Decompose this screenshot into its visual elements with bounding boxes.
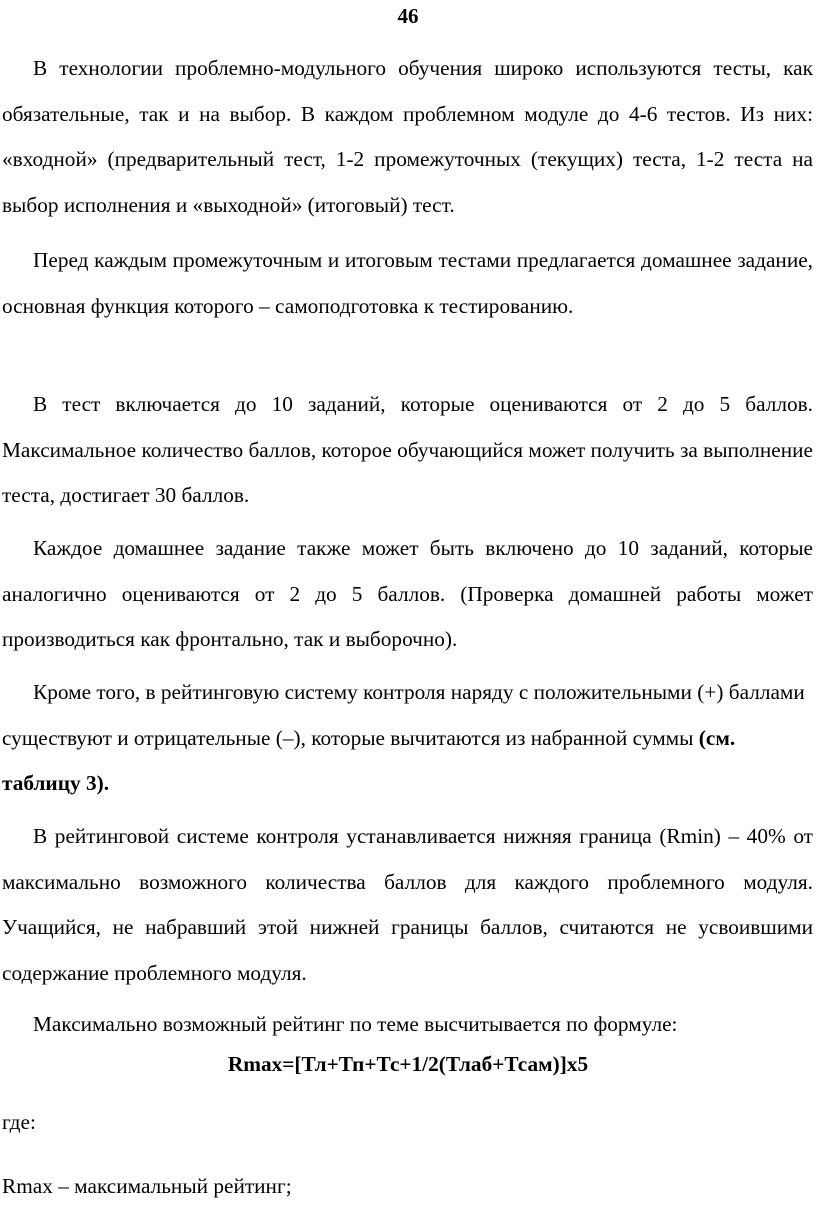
where-label: где:	[2, 1110, 36, 1134]
paragraph-homework: Перед каждым промежуточным и итоговым тестами предлагается домашнее задание, основная функция которого – самоподготовка к тестированию.	[2, 248, 813, 318]
paragraph-negative-points-text: Кроме того, в рейтинговую систему контроля наряду с положительными (+) баллами существуют и отрицательные (–), которые вычитаются из набранной суммы	[2, 680, 805, 750]
paragraph-tests-overview: В технологии проблемно-модульного обучения широко используются тесты, как обязательные, так и на выбор. В каждом проблемном модуле до 4-6 тестов. Из них: «входной» (предварительный тест, 1-2 промежуточных (текущих) теста, 1-2 теста на выбор исполнения и «выходной» (итоговый) тест.	[2, 56, 813, 217]
paragraph-homework-scoring: Каждое домашнее задание также может быть включено до 10 заданий, которые аналогично оцениваются от 2 до 5 баллов. (Проверка домашней работы может производиться как фронтально, так и выборочно).	[2, 536, 813, 651]
formula-rmax: Rmax=[Тл+Тп+Тс+1/2(Тлаб+Тсам)]x5	[227, 1052, 589, 1076]
paragraph-formula-intro: Максимально возможный рейтинг по теме высчитывается по формуле:	[33, 1012, 678, 1036]
page-number: 46	[397, 4, 419, 28]
paragraph-test-scoring: В тест включается до 10 заданий, которые оцениваются от 2 до 5 баллов. Максимальное количество баллов, которое обучающийся может получить за выполнение теста, достигает 30 баллов.	[2, 392, 813, 507]
definition-rmax: Rmax – максимальный рейтинг;	[2, 1174, 292, 1198]
paragraph-rmin: В рейтинговой системе контроля устанавливается нижняя граница (Rmin) – 40% от максимально возможного количества баллов для каждого проблемного модуля. Учащийся, не набравший этой нижней границы баллов, считаются не усвоившими содержание проблемного модуля.	[2, 824, 813, 985]
paragraph-negative-points	[2, 670, 813, 807]
table-reference: (см. таблицу 3).	[2, 725, 736, 795]
